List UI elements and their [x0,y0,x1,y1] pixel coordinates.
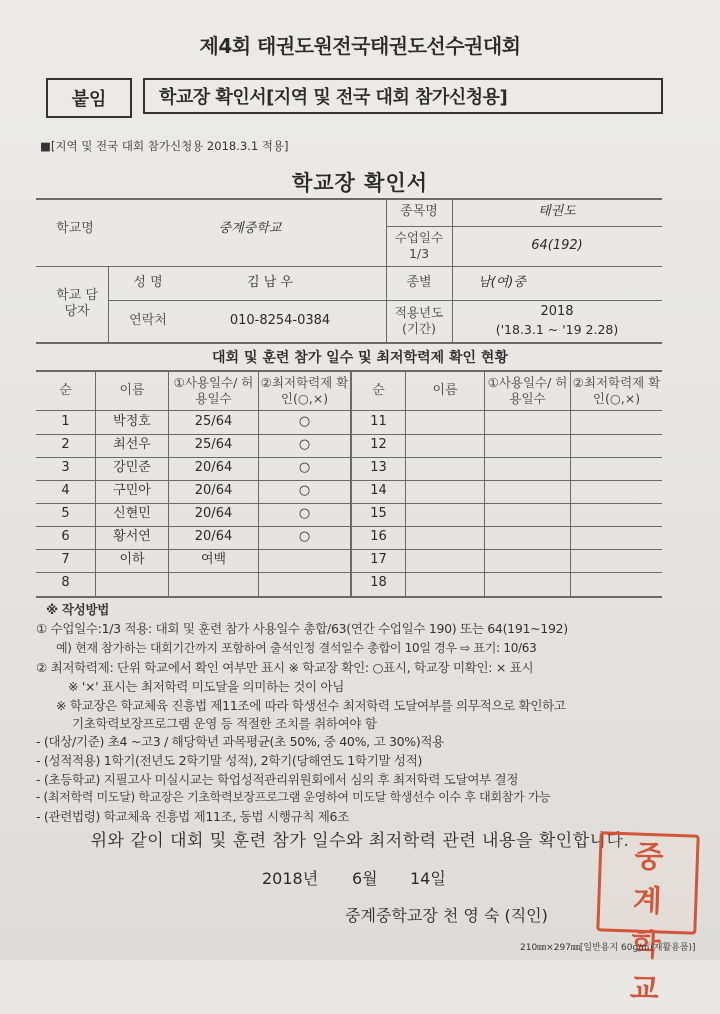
row-days: 20/64 [194,529,233,545]
document-title: 학교장 확인서 [291,171,429,195]
row-name: 구민아 [113,483,151,499]
table-border [36,342,662,344]
date-day: 14일 [410,869,446,888]
name-label: 성 명 [133,274,163,290]
days-label: 수업일수 1/3 [394,230,444,261]
date-year: 2018년 [262,869,319,888]
seal-char: 학 [630,927,661,964]
gender-label: 종별 [406,274,432,290]
contact-label: 연락처 [129,312,167,328]
row-days: 25/64 [194,437,233,453]
instruction-line: - (대상/기준) 초4 ~고3 / 해당학년 과목평균(초 50%, 중 40%, 고 30%)적용 [36,734,444,749]
header-name-2: 이름 [432,382,458,398]
row-no: 5 [61,506,70,522]
year-value: 2018 [540,303,574,319]
header-check: ②최저학력제 확인(○,×) [260,375,349,406]
row-check: ○ [298,414,311,430]
row-days: 25/64 [194,414,233,430]
signer-line: 중계중학교장 천 영 숙 (직인) [345,906,548,925]
row-no: 8 [61,575,70,591]
period-value: ('18.3.1 ~ '19 2.28) [495,322,619,338]
seal-char: 중 [633,839,664,876]
event-value: 태권도 [538,203,576,219]
event-label: 종목명 [400,203,438,219]
row-name [96,572,168,595]
row-name: 박정호 [113,414,151,430]
instruction-line: 기초학력보장프로그램 운영 등 적절한 조치를 취하여야 함 [72,716,377,731]
row-check: ○ [298,483,311,499]
instruction-line: - (성적적용) 1학기(전년도 2학기말 성적), 2학기(당해연도 1학기말 성적) [36,753,423,768]
row-no: 2 [61,437,70,453]
row-check [259,549,350,572]
header-no: 순 [59,382,72,398]
row-name: 신현민 [113,506,151,522]
instruction-line: - (관련법령) 학교체육 진흥법 제11조, 동법 시행규칙 제6조 [36,809,349,824]
records-title: 대회 및 훈련 참가 일수 및 최저학력제 확인 현황 [212,350,508,366]
header-name: 이름 [119,382,145,398]
manager-label: 학교 담당자 [56,287,98,319]
row-days: 20/64 [194,506,233,522]
form-subtitle: 학교장 확인서[지역 및 전국 대회 참가신청용] [143,78,663,114]
row-days: 20/64 [194,460,233,476]
header-no-2: 순 [372,382,385,398]
gender-value: 남(여)중 [478,274,526,290]
instruction-line: 예) 현재 참가하는 대회기간까지 포함하여 출석인정 결석일수 총합이 10일 경우 ⇨ 표기: 10/63 [56,641,537,655]
row-no-2: 13 [370,460,387,476]
instruction-line: ※ 학교장은 학교체육 진흥법 제11조에 따라 학생선수 최저학력 도달여부를 의무적으로 확인하고 [56,698,566,713]
school-value: 중계중학교 [218,220,282,236]
row-check: ○ [298,529,311,545]
header-days-2: ①사용일수/ 허용일수 [487,375,568,406]
row-name: 최선우 [113,437,151,453]
days-value: 64(192) [531,237,583,253]
row-check: ○ [298,437,311,453]
row-no: 1 [61,414,70,430]
instruction-line: - (초등학교) 지필고사 미실시교는 학업성적관리위원회에서 심의 후 최저학력 도달여부 결정 [36,772,519,787]
form-note: ■[지역 및 전국 대회 참가신청용 2018.3.1 적용] [40,139,289,153]
row-no-2: 16 [370,529,387,545]
instructions-heading: ※ 작성방법 [46,602,110,617]
attachment-label: 붙임 [46,78,132,118]
contact-value: 010-8254-0384 [229,312,331,328]
row-name: 강민준 [113,460,151,476]
row-check: ○ [298,460,311,476]
row-name: 이하 [119,552,145,568]
header-check-2: ②최저학력제 확인(○,×) [572,375,661,406]
table-border [36,596,662,598]
row-days: 20/64 [194,483,233,499]
row-check: ○ [298,506,311,522]
row-days: 여백 [200,552,227,568]
table-rule [108,300,662,301]
instruction-line: ① 수업일수:1/3 적용: 대회 및 훈련 참가 사용일수 총합/63(연간 수업일수 190) 또는 64(191~192) [36,621,568,636]
instruction-line: ※ '×' 표시는 최저학력 미도달을 의미하는 것이 아님 [68,679,345,694]
row-no-2: 12 [370,437,387,453]
instruction-line: ② 최저학력제: 단위 학교에서 확인 여부만 표시 ※ 학교장 확인: ○표시, 학교장 미확인: × 표시 [36,660,534,675]
paper-size-note: 210㎜×297㎜[일반용지 60g/㎡(재활용품)] [520,943,696,953]
row-no-2: 11 [370,414,387,430]
seal-char: 계 [632,883,663,920]
row-no: 6 [61,529,70,545]
row-no: 7 [61,552,70,568]
row-no-2: 14 [370,483,387,499]
confirmation-text: 위와 같이 대회 및 훈련 참가 일수와 최저학력 관련 내용을 확인합니다. [90,831,630,851]
row-no: 4 [61,483,70,499]
name-value: 김 남 우 [247,274,293,290]
header-days: ①사용일수/ 허용일수 [173,375,254,406]
school-label: 학교명 [56,220,94,236]
row-no: 3 [61,460,70,476]
row-no-2: 17 [370,552,387,568]
row-days [169,572,258,595]
row-check [259,572,350,595]
row-no-2: 15 [370,506,387,522]
date-month: 6월 [352,869,378,888]
row-no-2: 18 [370,575,387,591]
instruction-line: - (최저학력 미도달) 학교장은 기초학력보장프로그램 운영하여 미도달 학생선수 이수 후 대회참가 가능 [36,790,551,804]
row-name: 황서연 [113,529,151,545]
seal-char: 교 [629,971,660,1008]
year-label: 적용년도 (기간) [394,305,444,336]
contest-title: 제4회 태권도원전국태권도선수권대회 [199,34,521,58]
